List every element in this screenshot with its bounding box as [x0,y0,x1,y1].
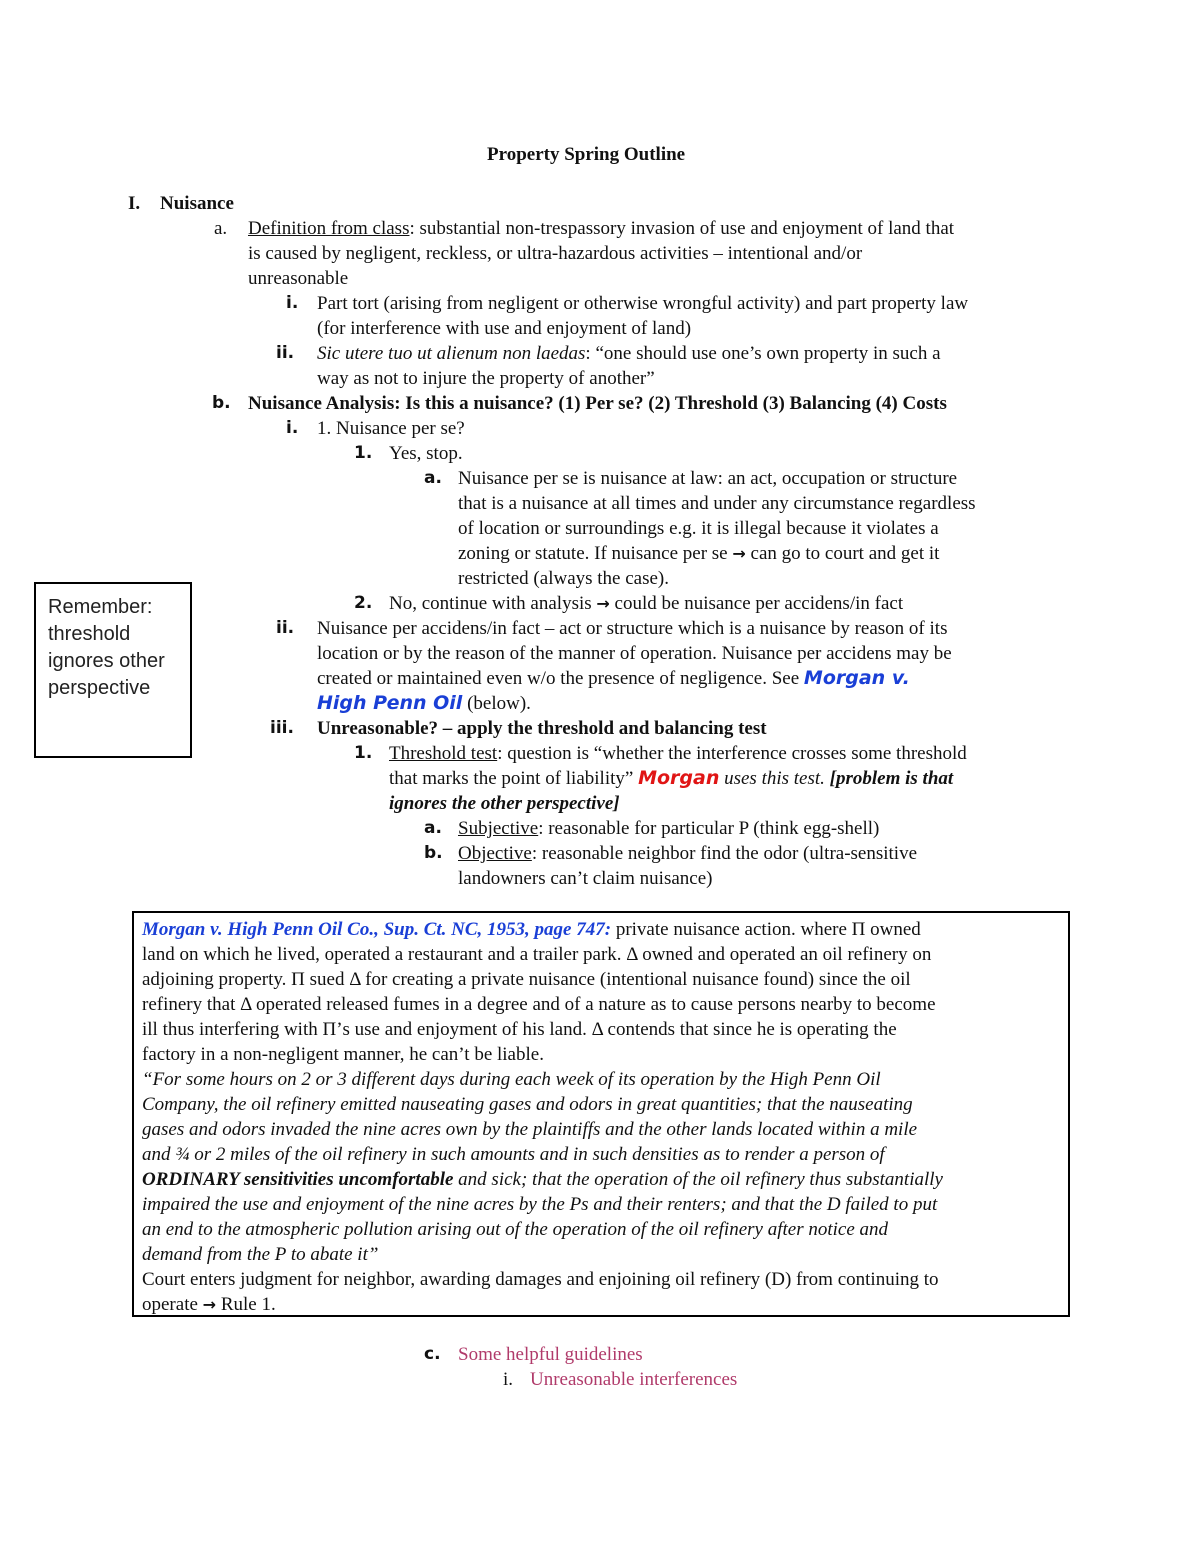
threshold-problem-note: [problem is that [829,768,954,789]
per-se-line4-post: can go to court and get it [745,543,940,564]
per-accidens-line4-text: (below). [462,693,531,714]
case-quote-line5-text: and sick; that the operation of the oil refinery thus substantially [453,1169,943,1190]
page-title: Property Spring Outline [487,144,686,165]
item-b-ii-marker: ii. [276,618,295,638]
latin-translation: : “one should use one’s own property in such a [585,343,941,364]
no-text-post: could be nuisance per accidens/in fact [609,593,904,614]
objective-marker: b. [424,843,443,863]
arrow-right-icon: → [732,544,746,563]
item-c-i-marker: i. [503,1369,514,1390]
item-c-marker: c. [424,1344,441,1364]
no-marker: 2. [354,593,373,613]
no-text [389,591,903,616]
ordinary-sensitivities: ORDINARY sensitivities uncomfortable [142,1169,454,1190]
item-a-i-line2: (for interference with use and enjoyment of land) [317,318,692,339]
subjective-marker: a. [424,818,442,838]
case-holding-pre: operate [142,1294,203,1315]
item-c-i-text: Unreasonable interferences [530,1369,738,1390]
per-accidens-line4 [317,691,531,716]
threshold-line1-text: : question is “whether the interference crosses some threshold [497,743,967,764]
objective-label: Objective [458,843,532,864]
case-holding-line1: Court enters judgment for neighbor, awarding damages and enjoining oil refinery (D) from continuing to [142,1269,939,1290]
remember-line: threshold [48,623,131,645]
case-quote-line5 [142,1167,943,1192]
item-b-heading: Nuisance Analysis: Is this a nuisance? (1) Per se? (2) Threshold (3) Balancing (4) Costs [248,393,947,414]
case-citation: Morgan v. High Penn Oil Co., Sup. Ct. NC, 1953, page 747: [142,919,612,940]
case-line5: ill thus interfering with Π’s use and enjoyment of his land. Δ contends that since he is operating the [142,1019,897,1040]
objective-line1 [458,841,917,866]
arrow-right-icon: → [202,1295,217,1314]
yes-text: Yes, stop. [389,443,463,464]
case-quote-line2: Company, the oil refinery emitted nauseating gases and odors in great quantities; that the nauseating [142,1094,913,1115]
per-accidens-line3-text: created or maintained even w/o the presence of negligence. See [317,668,804,689]
item-a-line3: unreasonable [248,268,349,289]
definition-label: Definition from class [248,218,410,239]
subjective-label: Subjective [458,818,539,839]
threshold-line2 [389,766,953,791]
case-holding-line2 [142,1292,276,1317]
threshold-line3: ignores the other perspective] [389,793,620,814]
section-marker: I. [128,193,141,214]
threshold-line2-text: that marks the point of liability” [389,768,639,789]
no-text-pre: No, continue with analysis [389,593,597,614]
arrow-right-icon: → [596,594,610,613]
item-a-i-marker: i. [286,293,299,313]
case-reference: Morgan v. [803,667,910,689]
threshold-line1 [389,741,967,766]
case-line2: land on which he lived, operated a restaurant and a trailer park. Δ owned and operated an oil refinery on [142,944,932,965]
objective-text: : reasonable neighbor find the odor (ultra-sensitive [531,843,918,864]
item-b-marker: b. [212,393,231,413]
per-se-line4 [458,541,939,566]
case-line3: adjoining property. Π sued Δ for creating a private nuisance (intentional nuisance found) since the oil [142,969,911,990]
item-a-ii-marker: ii. [276,343,295,363]
threshold-label: Threshold test [389,743,498,764]
per-se-line5: restricted (always the case). [458,568,670,589]
subjective-text: : reasonable for particular P (think egg-shell) [538,818,880,839]
item-c-text: Some helpful guidelines [458,1344,643,1365]
latin-maxim: Sic utere tuo ut alienum non laedas [317,343,586,364]
case-holding-post: Rule 1. [216,1294,276,1315]
per-accidens-line1: Nuisance per accidens/in fact – act or structure which is a nuisance by reason of its [317,618,948,639]
case-quote-line4: and ¾ or 2 miles of the oil refinery in such amounts and in such densities as to render a person of [142,1144,885,1165]
remember-line: Remember: [48,596,153,618]
case-line1 [142,917,921,942]
definition-text: : substantial non-trespassory invasion of use and enjoyment of land that [409,218,955,239]
case-line1-text: private nuisance action. where Π owned [611,919,921,940]
item-a-line2: is caused by negligent, reckless, or ultra-hazardous activities – intentional and/or [248,243,863,264]
item-a-i-line1: Part tort (arising from negligent or otherwise wrongful activity) and part property law [317,293,969,314]
case-quote-line3: gases and odors invaded the nine acres own by the plaintiffs and the other lands located within a mile [142,1119,918,1140]
threshold-marker: 1. [354,743,373,763]
subjective-line [458,816,879,841]
yes-marker: 1. [354,443,373,463]
remember-line: ignores other [48,650,165,672]
case-reference-red: Morgan [638,767,720,789]
per-accidens-line3 [317,666,910,691]
item-b-iii-heading: Unreasonable? – apply the threshold and balancing test [317,718,767,739]
case-quote-line7: an end to the atmospheric pollution arising out of the operation of the oil refinery after notice and [142,1219,889,1240]
per-se-marker: a. [424,468,442,488]
per-se-line1: Nuisance per se is nuisance at law: an act, occupation or structure [458,468,958,489]
item-b-iii-marker: iii. [270,718,294,738]
case-quote-line1: “For some hours on 2 or 3 different days during each week of its operation by the High Penn Oil [142,1069,881,1090]
item-b-i-text: 1. Nuisance per se? [317,418,465,439]
section-heading: Nuisance [160,193,234,214]
remember-line: perspective [48,677,151,699]
case-quote-line8: demand from the P to abate it” [142,1244,379,1265]
case-line4: refinery that Δ operated released fumes in a degree and of a nature as to cause persons nearby to become [142,994,936,1015]
objective-line2: landowners can’t claim nuisance) [458,868,713,889]
case-line6: factory in a non-negligent manner, he can’t be liable. [142,1044,544,1065]
remember-note-box [34,582,192,758]
case-reference: High Penn Oil [317,692,463,714]
item-a-ii-line1 [317,341,941,366]
item-a-ii-line2: way as not to injure the property of another” [317,368,655,389]
per-se-line2: that is a nuisance at all times and under any circumstance regardless [458,493,976,514]
item-a-marker: a. [214,218,228,239]
per-se-line4-pre: zoning or statute. If nuisance per se [458,543,733,564]
item-b-i-marker: i. [286,418,299,438]
per-accidens-line2: location or by the reason of the manner of operation. Nuisance per accidens may be [317,643,952,664]
per-se-line3: of location or surroundings e.g. it is illegal because it violates a [458,518,939,539]
threshold-line2-mid: uses this test. [719,768,830,789]
case-quote-line6: impaired the use and enjoyment of the nine acres by the Ps and their renters; and that the D failed to put [142,1194,938,1215]
item-a-line1 [248,216,954,241]
